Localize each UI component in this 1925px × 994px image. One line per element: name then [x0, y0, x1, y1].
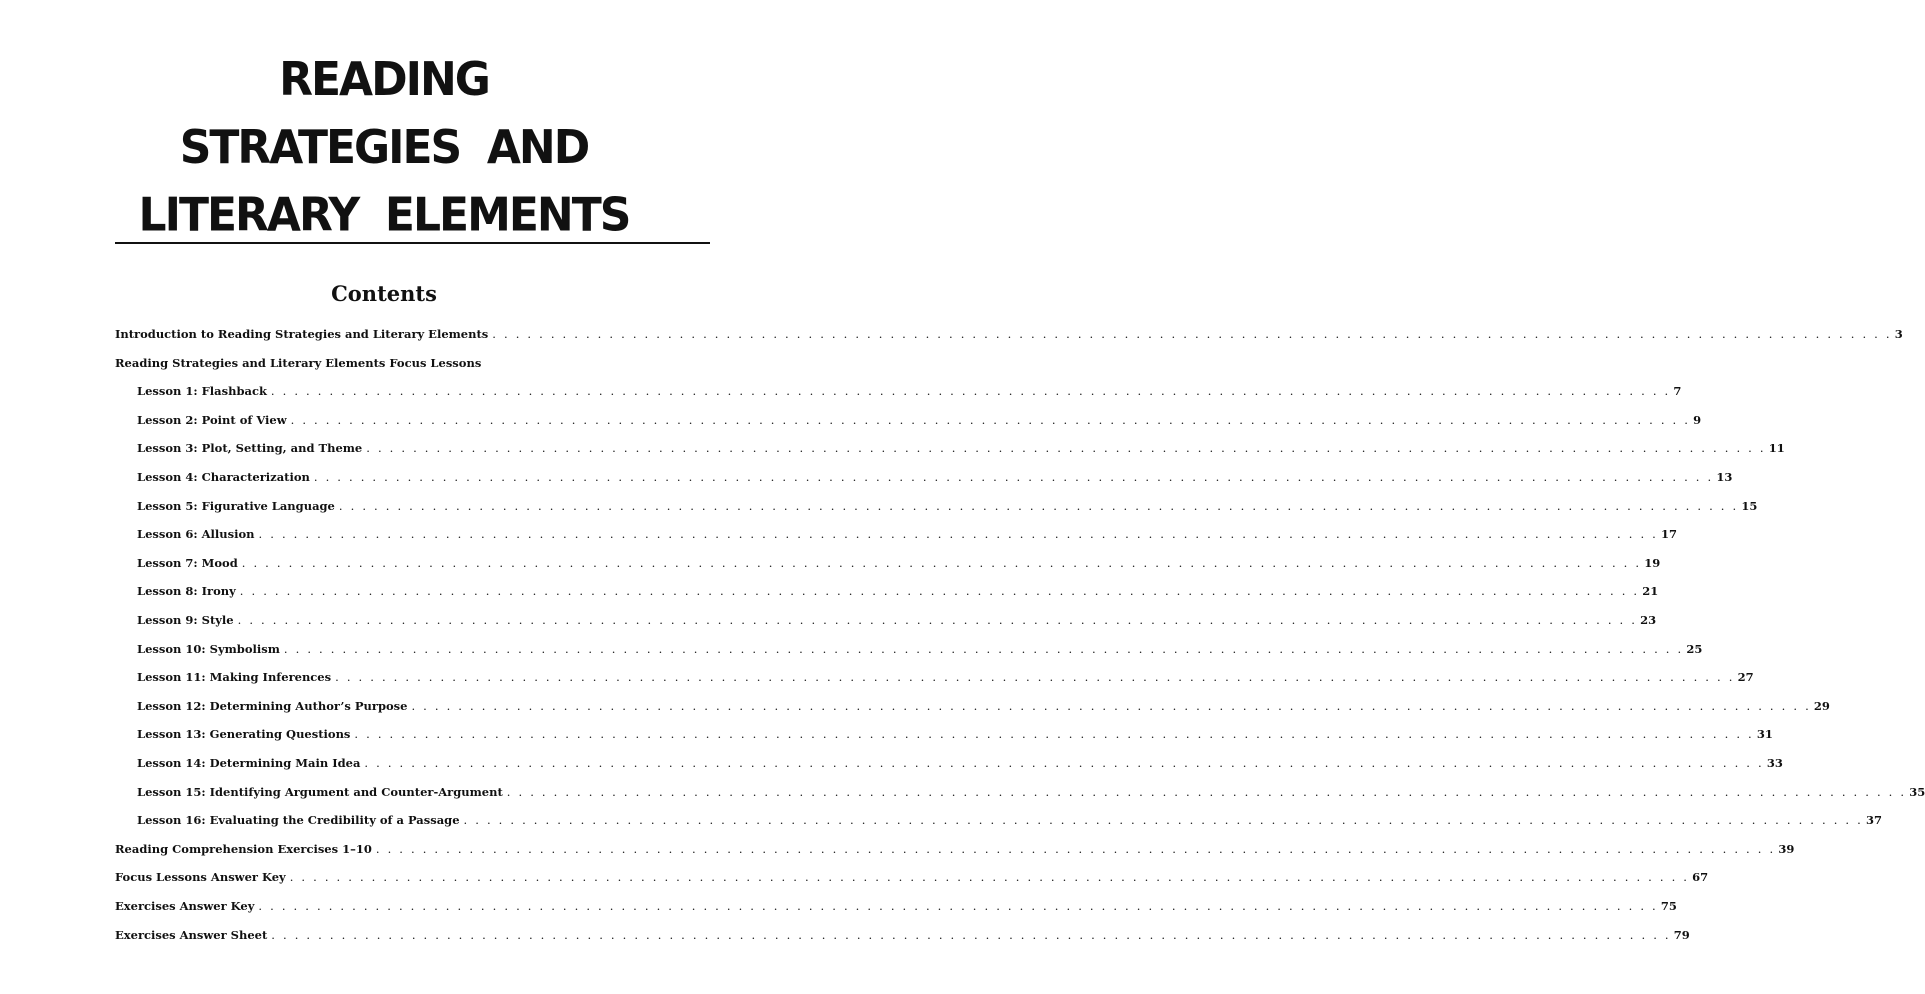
toc-entry: [137, 810, 1882, 830]
toc-dot-leader: . . . . . . . . . . . . . . . . . . . . . . . . . . . . . . . . . . . . . . . . . . . . . . . . . . . . . . . . . . . . . . . . . . . . . . . . . . . . . . . . . . . . . . . . . . . . . . . . . . . . . . . . . . . . . . . . . . . . . . . .: [463, 813, 1863, 828]
toc-entry-page: 29: [1813, 698, 1830, 713]
toc-entry-page: 21: [1642, 584, 1659, 599]
toc-entry-label: Lesson 5: Figurative Language: [137, 498, 335, 513]
toc-entry: [137, 753, 1783, 773]
toc-entry: [115, 353, 667, 373]
toc-entry-label: Lesson 3: Plot, Setting, and Theme: [137, 441, 363, 456]
toc-entry: [137, 467, 1733, 487]
toc-entry-page: 11: [1768, 441, 1785, 456]
toc-entry: [137, 610, 1657, 630]
toc-entry-page: 9: [1693, 412, 1702, 427]
toc-entry-label: Introduction to Reading Strategies and Literary Elements: [115, 327, 489, 341]
toc-dot-leader: . . . . . . . . . . . . . . . . . . . . . . . . . . . . . . . . . . . . . . . . . . . . . . . . . . . . . . . . . . . . . . . . . . . . . . . . . . . . . . . . . . . . . . . . . . . . . . . . . . . . . . . . . . . . . . . . . . . . . . . .: [506, 784, 1907, 799]
toc-dot-leader: . . . . . . . . . . . . . . . . . . . . . . . . . . . . . . . . . . . . . . . . . . . . . . . . . . . . . . . . . . . . . . . . . . . . . . . . . . . . . . . . . . . . . . . . . . . . . . . . . . . . . . . . . . . . . . . . . . . . . . . .: [283, 641, 1684, 656]
toc-entry: [137, 667, 1754, 687]
toc-dot-leader: . . . . . . . . . . . . . . . . . . . . . . . . . . . . . . . . . . . . . . . . . . . . . . . . . . . . . . . . . . . . . . . . . . . . . . . . . . . . . . . . . . . . . . . . . . . . . . . . . . . . . . . . . . . . . . . . . . . . . . . .: [237, 613, 1638, 627]
toc-entry: [137, 381, 1682, 401]
toc-entry-label: Exercises Answer Key: [115, 899, 255, 913]
toc-dot-leader: . . . . . . . . . . . . . . . . . . . . . . . . . . . . . . . . . . . . . . . . . . . . . . . . . . . . . . . . . . . . . . . . . . . . . . . . . . . . . . . . . . . . . . . . . . . . . . . . . . . . . . . . . . . . . . . . . . . . . . . .: [241, 555, 1642, 570]
toc-entry: [137, 639, 1703, 659]
toc-entry-page: 19: [1644, 555, 1661, 570]
toc-entry: [137, 696, 1830, 716]
toc-entry: [115, 867, 1709, 887]
contents-heading: Contents: [331, 281, 437, 306]
toc-entry-label: Reading Comprehension Exercises 1–10: [115, 841, 372, 856]
toc-dot-leader: . . . . . . . . . . . . . . . . . . . . . . . . . . . . . . . . . . . . . . . . . . . . . . . . . . . . . . . . . . . . . . . . . . . . . . . . . . . . . . . . . . . . . . . . . . . . . . . . . . . . . . . . . . . . . . . . . . . . . . . .: [289, 870, 1690, 885]
toc-entry-page: 17: [1661, 527, 1678, 542]
toc-entry-label: Lesson 7: Mood: [137, 555, 238, 570]
toc-entry: [115, 324, 1903, 344]
toc-dot-leader: . . . . . . . . . . . . . . . . . . . . . . . . . . . . . . . . . . . . . . . . . . . . . . . . . . . . . . . . . . . . . . . . . . . . . . . . . . . . . . . . . . . . . . . . . . . . . . . . . . . . . . . . . . . . . . . . . . . . . . . .: [258, 899, 1658, 913]
toc-entry: [115, 839, 1795, 859]
toc-entry-page: 7: [1673, 384, 1682, 399]
toc-entry-label: Focus Lessons Answer Key: [115, 870, 286, 885]
toc-entry-label: Lesson 2: Point of View: [137, 412, 287, 427]
toc-entry: [115, 896, 1677, 916]
toc-entry-page: 13: [1716, 470, 1733, 484]
toc-entry: [137, 724, 1773, 744]
toc-entry-page: 27: [1737, 670, 1754, 685]
toc-entry-page: 37: [1865, 813, 1882, 828]
toc-entry-label: Exercises Answer Sheet: [115, 927, 268, 942]
toc-entry-label: Lesson 11: Making Inferences: [137, 670, 332, 685]
toc-entry-page: 25: [1686, 641, 1703, 656]
toc-entry-label: Lesson 1: Flashback: [137, 384, 267, 399]
toc-entry-label: Lesson 6: Allusion: [137, 527, 255, 542]
title-line-1: READING: [279, 52, 489, 107]
toc-entry-page: 3: [1894, 327, 1903, 341]
toc-entry: [137, 782, 1925, 802]
toc-entry: [137, 581, 1659, 601]
toc-dot-leader: . . . . . . . . . . . . . . . . . . . . . . . . . . . . . . . . . . . . . . . . . . . . . . . . . . . . . . . . . . . . . . . . . . . . . . . . . . . . . . . . . . . . . . . . . . . . . . . . . . . . . . . . . . . . . . . . . . . . . . . .: [239, 584, 1640, 599]
toc-entry-page: 23: [1640, 613, 1657, 627]
title-line-2: STRATEGIES AND: [179, 120, 589, 175]
title-line-3: LITERARY ELEMENTS: [138, 188, 630, 243]
toc-dot-leader: . . . . . . . . . . . . . . . . . . . . . . . . . . . . . . . . . . . . . . . . . . . . . . . . . . . . . . . . . . . . . . . . . . . . . . . . . . . . . . . . . . . . . . . . . . . . . . . . . . . . . . . . . . . . . . . . . . . . . . . .: [375, 841, 1776, 856]
toc-entry-label: Lesson 14: Determining Main Idea: [137, 756, 361, 770]
toc-entry-label: Reading Strategies and Literary Elements Focus Lessons: [115, 355, 482, 370]
toc-entry-label: Lesson 16: Evaluating the Credibility of a Passage: [137, 813, 460, 828]
toc-dot-leader: . . . . . . . . . . . . . . . . . . . . . . . . . . . . . . . . . . . . . . . . . . . . . . . . . . . . . . . . . . . . . . . . . . . . . . . . . . . . . . . . . . . . . . . . . . . . . . . . . . . . . . . . . . . . . . . . . . . . . . . .: [335, 670, 1735, 685]
toc-dot-leader: . . . . . . . . . . . . . . . . . . . . . . . . . . . . . . . . . . . . . . . . . . . . . . . . . . . . . . . . . . . . . . . . . . . . . . . . . . . . . . . . . . . . . . . . . . . . . . . . . . . . . . . . . . . . . . . . . . . . . . . .: [270, 384, 1671, 399]
toc-entry-page: 67: [1692, 870, 1709, 885]
toc-entry: [137, 553, 1661, 573]
toc-dot-leader: . . . . . . . . . . . . . . . . . . . . . . . . . . . . . . . . . . . . . . . . . . . . . . . . . . . . . . . . . . . . . . . . . . . . . . . . . . . . . . . . . . . . . . . . . . . . . . . . . . . . . . . . . . . . . . . . . . . . . . . .: [338, 498, 1739, 513]
toc-entry: [137, 438, 1785, 458]
toc-entry-page: 33: [1766, 756, 1783, 770]
toc-entry-label: Lesson 13: Generating Questions: [137, 727, 351, 742]
toc-entry-page: 15: [1741, 498, 1758, 513]
toc-entry-page: 75: [1660, 899, 1677, 913]
toc-dot-leader: . . . . . . . . . . . . . . . . . . . . . . . . . . . . . . . . . . . . . . . . . . . . . . . . . . . . . . . . . . . . . . . . . . . . . . . . . . . . . . . . . . . . . . . . . . . . . . . . . . . . . . . . . . . . . . . . . . . . . . . .: [354, 727, 1754, 742]
toc-entry-label: Lesson 12: Determining Author’s Purpose: [137, 698, 408, 713]
title-divider: [115, 242, 710, 244]
toc-entry: [115, 925, 1690, 945]
toc-dot-leader: . . . . . . . . . . . . . . . . . . . . . . . . . . . . . . . . . . . . . . . . . . . . . . . . . . . . . . . . . . . . . . . . . . . . . . . . . . . . . . . . . . . . . . . . . . . . . . . . . . . . . . . . . . . . . . . . . . . . . . . .: [492, 327, 1892, 341]
toc-dot-leader: . . . . . . . . . . . . . . . . . . . . . . . . . . . . . . . . . . . . . . . . . . . . . . . . . . . . . . . . . . . . . . . . . . . . . . . . . . . . . . . . . . . . . . . . . . . . . . . . . . . . . . . . . . . . . . . . . . . . . . . .: [313, 470, 1714, 484]
toc-entry-label: Lesson 8: Irony: [137, 584, 236, 599]
toc-dot-leader: . . . . . . . . . . . . . . . . . . . . . . . . . . . . . . . . . . . . . . . . . . . . . . . . . . . . . . . . . . . . . . . . . . . . . . . . . . . . . . . . . . . . . . . . . . . . . . . . . . . . . . . . . . . . . . . . . . . . . . . .: [364, 756, 1764, 770]
toc-entry-page: 35: [1909, 784, 1925, 799]
toc-entry-label: Lesson 9: Style: [137, 613, 234, 627]
toc-entry: [137, 496, 1758, 516]
toc-entry: [137, 524, 1678, 544]
toc-dot-leader: . . . . . . . . . . . . . . . . . . . . . . . . . . . . . . . . . . . . . . . . . . . . . . . . . . . . . . . . . . . . . . . . . . . . . . . . . . . . . . . . . . . . . . . . . . . . . . . . . . . . . . . . . . . . . . . . . . . . . . . .: [290, 412, 1691, 427]
toc-entry: [137, 410, 1702, 430]
toc-dot-leader: . . . . . . . . . . . . . . . . . . . . . . . . . . . . . . . . . . . . . . . . . . . . . . . . . . . . . . . . . . . . . . . . . . . . . . . . . . . . . . . . . . . . . . . . . . . . . . . . . . . . . . . . . . . . . . . . . . . . . . . .: [366, 441, 1766, 456]
toc-entry-page: 79: [1673, 927, 1690, 942]
toc-entry-label: Lesson 15: Identifying Argument and Counter-Argument: [137, 784, 503, 799]
toc-entry-label: Lesson 10: Symbolism: [137, 641, 280, 656]
toc-entry-page: 39: [1778, 841, 1795, 856]
toc-entry-page: 31: [1756, 727, 1773, 742]
toc-entry-label: Lesson 4: Characterization: [137, 470, 310, 484]
toc-dot-leader: . . . . . . . . . . . . . . . . . . . . . . . . . . . . . . . . . . . . . . . . . . . . . . . . . . . . . . . . . . . . . . . . . . . . . . . . . . . . . . . . . . . . . . . . . . . . . . . . . . . . . . . . . . . . . . . . . . . . . . . .: [258, 527, 1659, 542]
toc-dot-leader: . . . . . . . . . . . . . . . . . . . . . . . . . . . . . . . . . . . . . . . . . . . . . . . . . . . . . . . . . . . . . . . . . . . . . . . . . . . . . . . . . . . . . . . . . . . . . . . . . . . . . . . . . . . . . . . . . . . . . . . .: [271, 927, 1671, 942]
document-title: [0, 46, 768, 250]
toc-dot-leader: . . . . . . . . . . . . . . . . . . . . . . . . . . . . . . . . . . . . . . . . . . . . . . . . . . . . . . . . . . . . . . . . . . . . . . . . . . . . . . . . . . . . . . . . . . . . . . . . . . . . . . . . . . . . . . . . . . . . . . . .: [411, 698, 1811, 713]
